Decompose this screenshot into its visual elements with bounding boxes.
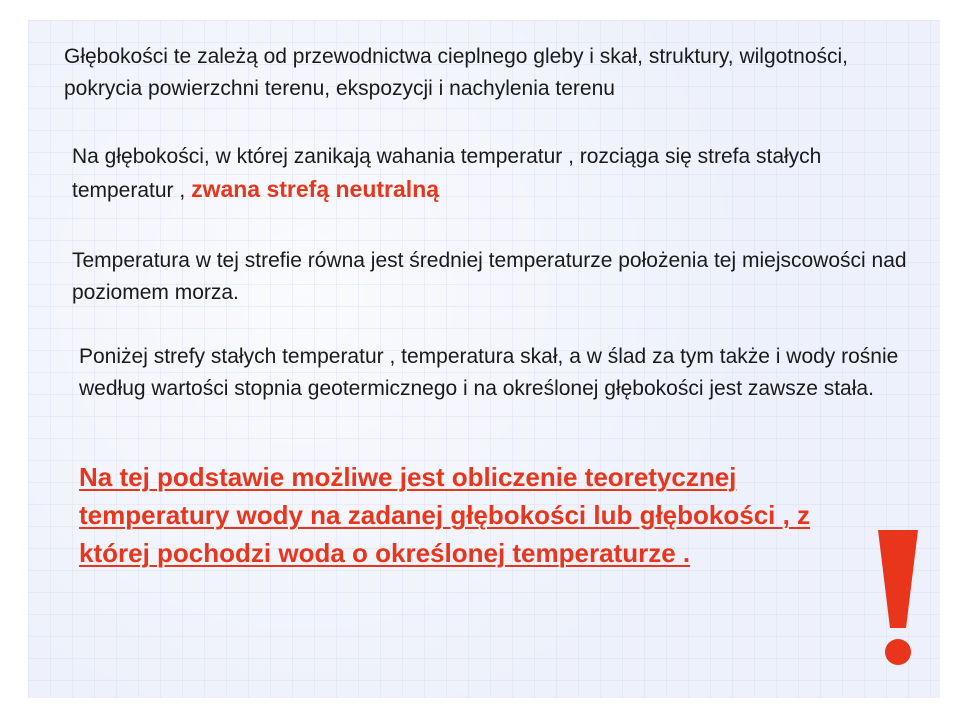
paragraph-temperature: Temperatura w tej strefie równa jest średniej temperaturze położenia tej miejscowości nad poziomem morza.: [72, 249, 907, 304]
paragraph-conductivity: Głębokości te zależą od przewodnictwa cieplnego gleby i skał, struktury, wilgotności, pokrycia powierzchni terenu, ekspozycji i nachylenia terenu: [64, 45, 848, 100]
paragraph-conclusion: Na tej podstawie możliwe jest obliczenie teoretycznej temperatury wody na zadanej głębokości lub głębokości , z której pochodzi woda o określonej temperaturze .: [79, 462, 811, 568]
exclamation-mark-icon: [868, 528, 928, 668]
paragraph-neutral-zone: [72, 141, 912, 207]
paragraph-geothermal: Poniżej strefy stałych temperatur , temperatura skał, a w ślad za tym także i wody rośnie według wartości stopnia geotermicznego i na określonej głębokości jest zawsze stała.: [79, 345, 899, 400]
neutral-zone-highlight: zwana strefą neutralną: [191, 176, 440, 202]
paragraph-neutral-zone-text: Na głębokości, w której zanikają wahania temperatur , rozciąga się strefa stałych temperatur ,: [72, 145, 822, 202]
